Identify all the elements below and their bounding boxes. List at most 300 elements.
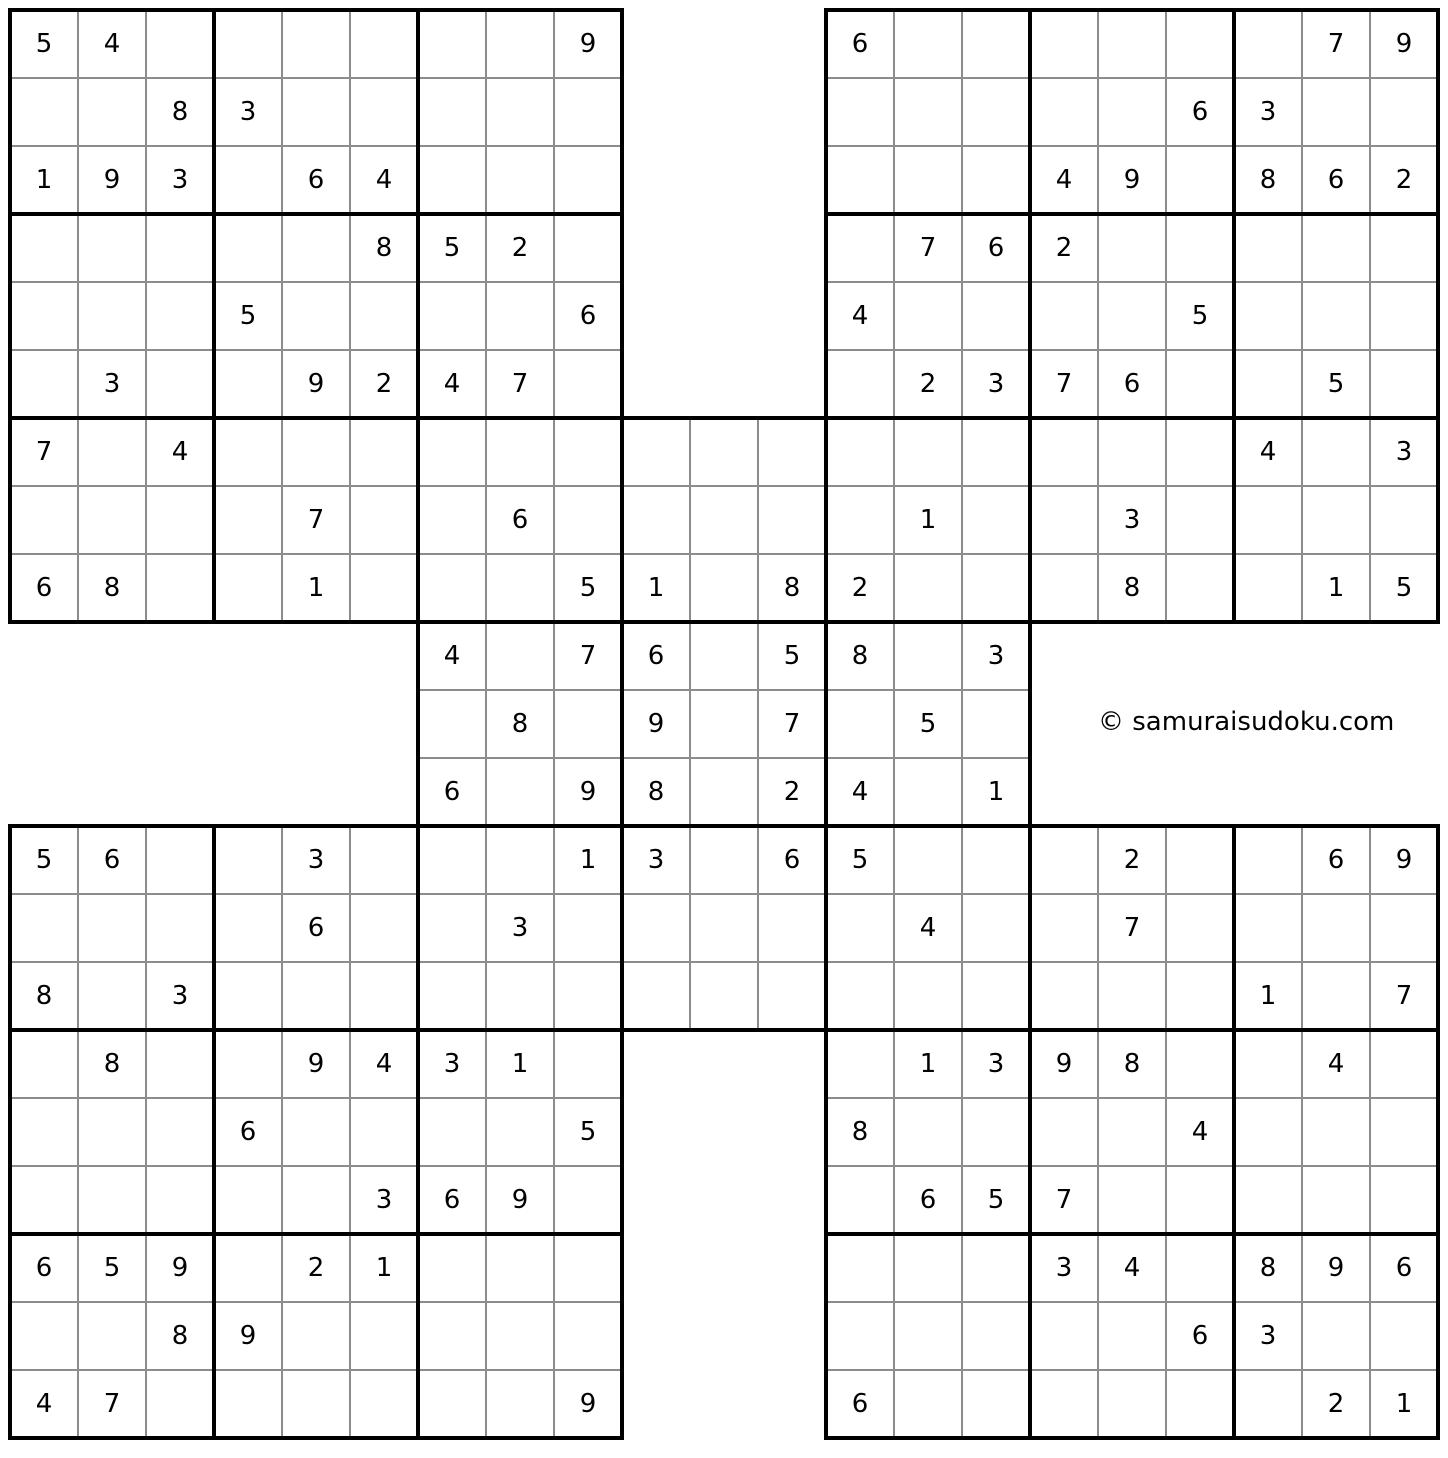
cell-r21-c8[interactable]: [486, 1370, 554, 1438]
cell-r5-c8[interactable]: [486, 282, 554, 350]
cell-r8-c11[interactable]: [690, 486, 758, 554]
cell-r18-c4[interactable]: [214, 1166, 282, 1234]
cell-r20-c9[interactable]: [554, 1302, 622, 1370]
cell-r9-c3[interactable]: [146, 554, 214, 622]
cell-r13-c7[interactable]: [418, 826, 486, 894]
cell-r20-c5[interactable]: [282, 1302, 350, 1370]
cell-r4-c4[interactable]: [214, 214, 282, 282]
cell-r12-c9[interactable]: 9: [579, 777, 597, 807]
cell-r14-c9[interactable]: [554, 894, 622, 962]
cell-r2-c19[interactable]: 3: [1259, 97, 1277, 127]
cell-r8-c12[interactable]: [758, 486, 826, 554]
cell-r10-c7[interactable]: 4: [443, 641, 461, 671]
cell-r17-c9[interactable]: 5: [579, 1117, 597, 1147]
cell-r15-c6[interactable]: [350, 962, 418, 1030]
cell-r20-c8[interactable]: [486, 1302, 554, 1370]
cell-r11-c7[interactable]: [418, 690, 486, 758]
cell-r15-c8[interactable]: [486, 962, 554, 1030]
cell-r16-c19[interactable]: [1234, 1030, 1302, 1098]
cell-r5-c1[interactable]: [10, 282, 78, 350]
cell-r5-c20[interactable]: [1302, 282, 1370, 350]
cell-r7-c3[interactable]: 4: [171, 437, 189, 467]
cell-r9-c2[interactable]: 8: [103, 573, 121, 603]
cell-r3-c16[interactable]: 4: [1055, 165, 1073, 195]
cell-r18-c7[interactable]: 6: [443, 1185, 461, 1215]
cell-r15-c15[interactable]: [962, 962, 1030, 1030]
cell-r12-c15[interactable]: 1: [987, 777, 1005, 807]
cell-r1-c9[interactable]: 9: [579, 29, 597, 59]
cell-r5-c2[interactable]: [78, 282, 146, 350]
cell-r16-c14[interactable]: 1: [919, 1049, 937, 1079]
cell-r9-c12[interactable]: 8: [783, 573, 801, 603]
cell-r3-c13[interactable]: [826, 146, 894, 214]
cell-r13-c9[interactable]: 1: [579, 845, 597, 875]
cell-r20-c2[interactable]: [78, 1302, 146, 1370]
cell-r14-c12[interactable]: [758, 894, 826, 962]
cell-r21-c1[interactable]: 4: [35, 1389, 53, 1419]
cell-r7-c5[interactable]: [282, 418, 350, 486]
cell-r18-c21[interactable]: [1370, 1166, 1438, 1234]
cell-r21-c18[interactable]: [1166, 1370, 1234, 1438]
cell-r18-c15[interactable]: 5: [987, 1185, 1005, 1215]
cell-r18-c2[interactable]: [78, 1166, 146, 1234]
cell-r1-c5[interactable]: [282, 10, 350, 78]
cell-r12-c7[interactable]: 6: [443, 777, 461, 807]
cell-r2-c21[interactable]: [1370, 78, 1438, 146]
cell-r20-c21[interactable]: [1370, 1302, 1438, 1370]
cell-r19-c17[interactable]: 4: [1123, 1253, 1141, 1283]
cell-r6-c9[interactable]: [554, 350, 622, 418]
cell-r6-c8[interactable]: 7: [511, 369, 529, 399]
cell-r9-c14[interactable]: [894, 554, 962, 622]
cell-r14-c10[interactable]: [622, 894, 690, 962]
cell-r21-c9[interactable]: 9: [579, 1389, 597, 1419]
cell-r16-c4[interactable]: [214, 1030, 282, 1098]
cell-r9-c6[interactable]: [350, 554, 418, 622]
cell-r5-c5[interactable]: [282, 282, 350, 350]
cell-r1-c20[interactable]: 7: [1327, 29, 1345, 59]
cell-r6-c20[interactable]: 5: [1327, 369, 1345, 399]
cell-r20-c16[interactable]: [1030, 1302, 1098, 1370]
cell-r6-c1[interactable]: [10, 350, 78, 418]
cell-r7-c14[interactable]: [894, 418, 962, 486]
cell-r19-c7[interactable]: [418, 1234, 486, 1302]
cell-r2-c9[interactable]: [554, 78, 622, 146]
cell-r5-c21[interactable]: [1370, 282, 1438, 350]
cell-r15-c21[interactable]: 7: [1395, 981, 1413, 1011]
cell-r8-c8[interactable]: 6: [511, 505, 529, 535]
cell-r6-c6[interactable]: 2: [375, 369, 393, 399]
cell-r1-c15[interactable]: [962, 10, 1030, 78]
cell-r16-c5[interactable]: 9: [307, 1049, 325, 1079]
cell-r2-c7[interactable]: [418, 78, 486, 146]
cell-r13-c14[interactable]: [894, 826, 962, 894]
cell-r6-c19[interactable]: [1234, 350, 1302, 418]
cell-r7-c2[interactable]: [78, 418, 146, 486]
cell-r16-c15[interactable]: 3: [987, 1049, 1005, 1079]
cell-r7-c10[interactable]: [622, 418, 690, 486]
cell-r4-c5[interactable]: [282, 214, 350, 282]
cell-r17-c15[interactable]: [962, 1098, 1030, 1166]
cell-r13-c13[interactable]: 5: [851, 845, 869, 875]
cell-r16-c2[interactable]: 8: [103, 1049, 121, 1079]
cell-r6-c17[interactable]: 6: [1123, 369, 1141, 399]
cell-r5-c18[interactable]: 5: [1191, 301, 1209, 331]
cell-r11-c13[interactable]: [826, 690, 894, 758]
cell-r7-c1[interactable]: 7: [35, 437, 53, 467]
cell-r5-c19[interactable]: [1234, 282, 1302, 350]
cell-r19-c16[interactable]: 3: [1055, 1253, 1073, 1283]
cell-r15-c5[interactable]: [282, 962, 350, 1030]
cell-r21-c7[interactable]: [418, 1370, 486, 1438]
cell-r5-c7[interactable]: [418, 282, 486, 350]
cell-r8-c7[interactable]: [418, 486, 486, 554]
cell-r2-c4[interactable]: 3: [239, 97, 257, 127]
cell-r12-c11[interactable]: [690, 758, 758, 826]
cell-r15-c7[interactable]: [418, 962, 486, 1030]
cell-r14-c21[interactable]: [1370, 894, 1438, 962]
cell-r2-c15[interactable]: [962, 78, 1030, 146]
cell-r6-c4[interactable]: [214, 350, 282, 418]
cell-r12-c12[interactable]: 2: [783, 777, 801, 807]
cell-r19-c1[interactable]: 6: [35, 1253, 53, 1283]
cell-r19-c19[interactable]: 8: [1259, 1253, 1277, 1283]
cell-r18-c3[interactable]: [146, 1166, 214, 1234]
cell-r17-c4[interactable]: 6: [239, 1117, 257, 1147]
cell-r2-c18[interactable]: 6: [1191, 97, 1209, 127]
cell-r12-c13[interactable]: 4: [851, 777, 869, 807]
cell-r17-c17[interactable]: [1098, 1098, 1166, 1166]
cell-r2-c3[interactable]: 8: [171, 97, 189, 127]
cell-r17-c3[interactable]: [146, 1098, 214, 1166]
cell-r5-c3[interactable]: [146, 282, 214, 350]
cell-r18-c14[interactable]: 6: [919, 1185, 937, 1215]
cell-r7-c4[interactable]: [214, 418, 282, 486]
cell-r15-c14[interactable]: [894, 962, 962, 1030]
cell-r15-c12[interactable]: [758, 962, 826, 1030]
cell-r6-c14[interactable]: 2: [919, 369, 937, 399]
cell-r18-c18[interactable]: [1166, 1166, 1234, 1234]
cell-r6-c21[interactable]: [1370, 350, 1438, 418]
cell-r3-c4[interactable]: [214, 146, 282, 214]
cell-r19-c3[interactable]: 9: [171, 1253, 189, 1283]
cell-r3-c14[interactable]: [894, 146, 962, 214]
cell-r20-c13[interactable]: [826, 1302, 894, 1370]
cell-r14-c13[interactable]: [826, 894, 894, 962]
cell-r17-c8[interactable]: [486, 1098, 554, 1166]
cell-r8-c10[interactable]: [622, 486, 690, 554]
cell-r18-c1[interactable]: [10, 1166, 78, 1234]
cell-r15-c16[interactable]: [1030, 962, 1098, 1030]
cell-r17-c5[interactable]: [282, 1098, 350, 1166]
cell-r19-c4[interactable]: [214, 1234, 282, 1302]
cell-r16-c13[interactable]: [826, 1030, 894, 1098]
cell-r7-c17[interactable]: [1098, 418, 1166, 486]
cell-r21-c5[interactable]: [282, 1370, 350, 1438]
cell-r13-c8[interactable]: [486, 826, 554, 894]
cell-r13-c18[interactable]: [1166, 826, 1234, 894]
cell-r9-c10[interactable]: 1: [647, 573, 665, 603]
cell-r13-c17[interactable]: 2: [1123, 845, 1141, 875]
cell-r8-c5[interactable]: 7: [307, 505, 325, 535]
cell-r19-c8[interactable]: [486, 1234, 554, 1302]
cell-r5-c6[interactable]: [350, 282, 418, 350]
cell-r21-c6[interactable]: [350, 1370, 418, 1438]
cell-r5-c9[interactable]: 6: [579, 301, 597, 331]
cell-r15-c13[interactable]: [826, 962, 894, 1030]
cell-r17-c21[interactable]: [1370, 1098, 1438, 1166]
cell-r2-c2[interactable]: [78, 78, 146, 146]
cell-r9-c18[interactable]: [1166, 554, 1234, 622]
cell-r15-c20[interactable]: [1302, 962, 1370, 1030]
cell-r2-c5[interactable]: [282, 78, 350, 146]
cell-r9-c17[interactable]: 8: [1123, 573, 1141, 603]
cell-r6-c3[interactable]: [146, 350, 214, 418]
cell-r8-c13[interactable]: [826, 486, 894, 554]
cell-r13-c3[interactable]: [146, 826, 214, 894]
cell-r15-c18[interactable]: [1166, 962, 1234, 1030]
cell-r15-c19[interactable]: 1: [1259, 981, 1277, 1011]
cell-r21-c13[interactable]: 6: [851, 1389, 869, 1419]
cell-r2-c13[interactable]: [826, 78, 894, 146]
cell-r20-c15[interactable]: [962, 1302, 1030, 1370]
cell-r16-c16[interactable]: 9: [1055, 1049, 1073, 1079]
cell-r20-c19[interactable]: 3: [1259, 1321, 1277, 1351]
cell-r13-c19[interactable]: [1234, 826, 1302, 894]
cell-r1-c3[interactable]: [146, 10, 214, 78]
cell-r16-c17[interactable]: 8: [1123, 1049, 1141, 1079]
cell-r18-c6[interactable]: 3: [375, 1185, 393, 1215]
cell-r7-c19[interactable]: 4: [1259, 437, 1277, 467]
cell-r17-c7[interactable]: [418, 1098, 486, 1166]
cell-r7-c16[interactable]: [1030, 418, 1098, 486]
cell-r18-c16[interactable]: 7: [1055, 1185, 1073, 1215]
cell-r9-c9[interactable]: 5: [579, 573, 597, 603]
cell-r4-c9[interactable]: [554, 214, 622, 282]
cell-r19-c9[interactable]: [554, 1234, 622, 1302]
cell-r8-c2[interactable]: [78, 486, 146, 554]
cell-r8-c18[interactable]: [1166, 486, 1234, 554]
cell-r20-c7[interactable]: [418, 1302, 486, 1370]
cell-r3-c5[interactable]: 6: [307, 165, 325, 195]
cell-r20-c6[interactable]: [350, 1302, 418, 1370]
cell-r14-c17[interactable]: 7: [1123, 913, 1141, 943]
cell-r7-c20[interactable]: [1302, 418, 1370, 486]
cell-r13-c15[interactable]: [962, 826, 1030, 894]
cell-r12-c8[interactable]: [486, 758, 554, 826]
cell-r7-c8[interactable]: [486, 418, 554, 486]
cell-r5-c16[interactable]: [1030, 282, 1098, 350]
cell-r9-c8[interactable]: [486, 554, 554, 622]
cell-r14-c16[interactable]: [1030, 894, 1098, 962]
cell-r15-c1[interactable]: 8: [35, 981, 53, 1011]
cell-r8-c16[interactable]: [1030, 486, 1098, 554]
cell-r13-c5[interactable]: 3: [307, 845, 325, 875]
cell-r8-c9[interactable]: [554, 486, 622, 554]
cell-r3-c7[interactable]: [418, 146, 486, 214]
cell-r4-c17[interactable]: [1098, 214, 1166, 282]
cell-r2-c8[interactable]: [486, 78, 554, 146]
cell-r1-c13[interactable]: 6: [851, 29, 869, 59]
cell-r7-c15[interactable]: [962, 418, 1030, 486]
cell-r6-c18[interactable]: [1166, 350, 1234, 418]
cell-r14-c14[interactable]: 4: [919, 913, 937, 943]
cell-r14-c11[interactable]: [690, 894, 758, 962]
cell-r21-c3[interactable]: [146, 1370, 214, 1438]
cell-r3-c2[interactable]: 9: [103, 165, 121, 195]
cell-r16-c20[interactable]: 4: [1327, 1049, 1345, 1079]
cell-r9-c13[interactable]: 2: [851, 573, 869, 603]
cell-r18-c8[interactable]: 9: [511, 1185, 529, 1215]
cell-r16-c18[interactable]: [1166, 1030, 1234, 1098]
cell-r10-c13[interactable]: 8: [851, 641, 869, 671]
cell-r5-c13[interactable]: 4: [851, 301, 869, 331]
cell-r1-c17[interactable]: [1098, 10, 1166, 78]
cell-r1-c16[interactable]: [1030, 10, 1098, 78]
cell-r14-c2[interactable]: [78, 894, 146, 962]
cell-r19-c6[interactable]: 1: [375, 1253, 393, 1283]
cell-r21-c2[interactable]: 7: [103, 1389, 121, 1419]
cell-r4-c13[interactable]: [826, 214, 894, 282]
cell-r18-c19[interactable]: [1234, 1166, 1302, 1234]
cell-r19-c13[interactable]: [826, 1234, 894, 1302]
cell-r15-c17[interactable]: [1098, 962, 1166, 1030]
cell-r7-c13[interactable]: [826, 418, 894, 486]
cell-r8-c15[interactable]: [962, 486, 1030, 554]
cell-r3-c9[interactable]: [554, 146, 622, 214]
cell-r17-c2[interactable]: [78, 1098, 146, 1166]
cell-r10-c11[interactable]: [690, 622, 758, 690]
cell-r3-c19[interactable]: 8: [1259, 165, 1277, 195]
cell-r11-c11[interactable]: [690, 690, 758, 758]
cell-r16-c21[interactable]: [1370, 1030, 1438, 1098]
cell-r20-c18[interactable]: 6: [1191, 1321, 1209, 1351]
cell-r9-c16[interactable]: [1030, 554, 1098, 622]
cell-r20-c3[interactable]: 8: [171, 1321, 189, 1351]
cell-r14-c1[interactable]: [10, 894, 78, 962]
cell-r21-c19[interactable]: [1234, 1370, 1302, 1438]
cell-r17-c18[interactable]: 4: [1191, 1117, 1209, 1147]
cell-r4-c1[interactable]: [10, 214, 78, 282]
cell-r10-c14[interactable]: [894, 622, 962, 690]
cell-r5-c17[interactable]: [1098, 282, 1166, 350]
cell-r18-c13[interactable]: [826, 1166, 894, 1234]
cell-r14-c3[interactable]: [146, 894, 214, 962]
cell-r2-c17[interactable]: [1098, 78, 1166, 146]
cell-r3-c21[interactable]: 2: [1395, 165, 1413, 195]
cell-r8-c4[interactable]: [214, 486, 282, 554]
cell-r1-c19[interactable]: [1234, 10, 1302, 78]
cell-r10-c12[interactable]: 5: [783, 641, 801, 671]
cell-r13-c10[interactable]: 3: [647, 845, 665, 875]
cell-r7-c11[interactable]: [690, 418, 758, 486]
cell-r16-c1[interactable]: [10, 1030, 78, 1098]
cell-r9-c5[interactable]: 1: [307, 573, 325, 603]
cell-r4-c19[interactable]: [1234, 214, 1302, 282]
cell-r7-c6[interactable]: [350, 418, 418, 486]
cell-r16-c6[interactable]: 4: [375, 1049, 393, 1079]
cell-r3-c18[interactable]: [1166, 146, 1234, 214]
cell-r14-c20[interactable]: [1302, 894, 1370, 962]
cell-r18-c17[interactable]: [1098, 1166, 1166, 1234]
cell-r3-c20[interactable]: 6: [1327, 165, 1345, 195]
cell-r1-c1[interactable]: 5: [35, 29, 53, 59]
cell-r20-c14[interactable]: [894, 1302, 962, 1370]
cell-r17-c14[interactable]: [894, 1098, 962, 1166]
cell-r11-c9[interactable]: [554, 690, 622, 758]
cell-r13-c6[interactable]: [350, 826, 418, 894]
cell-r15-c3[interactable]: 3: [171, 981, 189, 1011]
cell-r8-c6[interactable]: [350, 486, 418, 554]
cell-r10-c10[interactable]: 6: [647, 641, 665, 671]
cell-r1-c8[interactable]: [486, 10, 554, 78]
cell-r14-c15[interactable]: [962, 894, 1030, 962]
cell-r13-c4[interactable]: [214, 826, 282, 894]
cell-r13-c21[interactable]: 9: [1395, 845, 1413, 875]
cell-r16-c3[interactable]: [146, 1030, 214, 1098]
cell-r2-c1[interactable]: [10, 78, 78, 146]
cell-r18-c20[interactable]: [1302, 1166, 1370, 1234]
cell-r13-c20[interactable]: 6: [1327, 845, 1345, 875]
cell-r11-c8[interactable]: 8: [511, 709, 529, 739]
cell-r16-c8[interactable]: 1: [511, 1049, 529, 1079]
cell-r9-c19[interactable]: [1234, 554, 1302, 622]
cell-r14-c18[interactable]: [1166, 894, 1234, 962]
cell-r4-c7[interactable]: 5: [443, 233, 461, 263]
cell-r9-c15[interactable]: [962, 554, 1030, 622]
cell-r9-c20[interactable]: 1: [1327, 573, 1345, 603]
cell-r1-c7[interactable]: [418, 10, 486, 78]
cell-r3-c3[interactable]: 3: [171, 165, 189, 195]
cell-r19-c15[interactable]: [962, 1234, 1030, 1302]
cell-r7-c21[interactable]: 3: [1395, 437, 1413, 467]
cell-r15-c11[interactable]: [690, 962, 758, 1030]
cell-r14-c19[interactable]: [1234, 894, 1302, 962]
cell-r6-c15[interactable]: 3: [987, 369, 1005, 399]
cell-r14-c6[interactable]: [350, 894, 418, 962]
cell-r15-c10[interactable]: [622, 962, 690, 1030]
cell-r4-c16[interactable]: 2: [1055, 233, 1073, 263]
cell-r4-c14[interactable]: 7: [919, 233, 937, 263]
cell-r21-c14[interactable]: [894, 1370, 962, 1438]
cell-r12-c14[interactable]: [894, 758, 962, 826]
cell-r14-c4[interactable]: [214, 894, 282, 962]
cell-r2-c20[interactable]: [1302, 78, 1370, 146]
cell-r14-c8[interactable]: 3: [511, 913, 529, 943]
cell-r10-c15[interactable]: 3: [987, 641, 1005, 671]
cell-r16-c9[interactable]: [554, 1030, 622, 1098]
cell-r1-c2[interactable]: 4: [103, 29, 121, 59]
cell-r21-c21[interactable]: 1: [1395, 1389, 1413, 1419]
cell-r2-c14[interactable]: [894, 78, 962, 146]
cell-r11-c10[interactable]: 9: [647, 709, 665, 739]
cell-r6-c7[interactable]: 4: [443, 369, 461, 399]
cell-r21-c20[interactable]: 2: [1327, 1389, 1345, 1419]
cell-r14-c7[interactable]: [418, 894, 486, 962]
cell-r20-c17[interactable]: [1098, 1302, 1166, 1370]
cell-r4-c2[interactable]: [78, 214, 146, 282]
cell-r9-c4[interactable]: [214, 554, 282, 622]
cell-r13-c1[interactable]: 5: [35, 845, 53, 875]
cell-r10-c8[interactable]: [486, 622, 554, 690]
cell-r19-c2[interactable]: 5: [103, 1253, 121, 1283]
cell-r3-c6[interactable]: 4: [375, 165, 393, 195]
cell-r9-c7[interactable]: [418, 554, 486, 622]
cell-r1-c4[interactable]: [214, 10, 282, 78]
cell-r6-c13[interactable]: [826, 350, 894, 418]
cell-r4-c8[interactable]: 2: [511, 233, 529, 263]
cell-r13-c11[interactable]: [690, 826, 758, 894]
